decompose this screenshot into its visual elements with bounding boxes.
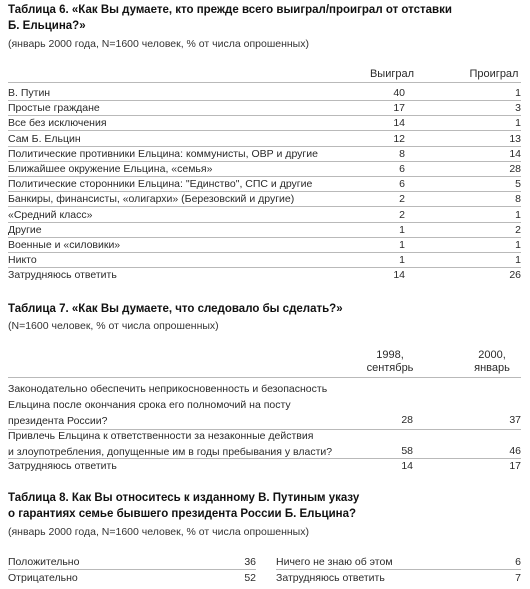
table7-row2-2000: 46 (509, 445, 521, 457)
table6-row-won-value: 6 (399, 163, 405, 175)
table8-left-divider (8, 569, 256, 570)
table8-right-row1-value: 6 (515, 556, 521, 568)
table7-subtitle: (N=1600 человек, % от числа опрошенных) (8, 320, 219, 332)
table6-row-won-value: 1 (399, 239, 405, 251)
table6-title-line2: Б. Ельцина?» (8, 20, 86, 32)
table6-row-lost-value: 1 (515, 239, 521, 251)
table6-row-won-value: 14 (393, 117, 405, 129)
table6-row-label: «Средний класс» (8, 209, 93, 221)
table6-row-lost-value: 28 (509, 163, 521, 175)
table6-row-lost-value: 26 (509, 269, 521, 281)
table6-row (8, 101, 521, 116)
table6-row (8, 86, 521, 101)
table6-col-won: Выиграл (369, 68, 415, 80)
table6-row-lost-value: 2 (515, 224, 521, 236)
table6-row (8, 116, 521, 131)
table6-row (8, 192, 521, 207)
table8-left-row2-value: 52 (244, 572, 256, 584)
table7-title: Таблица 7. «Как Вы думаете, что следовало бы сделать?» (8, 303, 343, 315)
table6-row (8, 223, 521, 238)
table6-row-label: Затрудняюсь ответить (8, 269, 117, 281)
table6-row-label: Сам Б. Ельцин (8, 133, 81, 145)
table6-row (8, 268, 521, 283)
table6-row-won-value: 17 (393, 102, 405, 114)
table6-row-lost-value: 1 (515, 254, 521, 266)
table8-right-row1-label: Ничего не знаю об этом (276, 556, 393, 568)
table6-row-label: Все без исключения (8, 117, 107, 129)
table6-row-label: Никто (8, 254, 37, 266)
table8-right-divider (276, 569, 521, 570)
table6-row-won-value: 2 (399, 193, 405, 205)
table6-row-label: Военные и «силовики» (8, 239, 121, 251)
table6-row (8, 132, 521, 147)
table6-row-label: Другие (8, 224, 42, 236)
table7-row2-line1: Привлечь Ельцина к ответственности за незаконные действия (8, 430, 314, 442)
table8-left-row1-value: 36 (244, 556, 256, 568)
table7-row2-1998: 58 (401, 445, 413, 457)
table6-row (8, 147, 521, 162)
table6-row-won-value: 1 (399, 224, 405, 236)
table6-row-lost-value: 1 (515, 117, 521, 129)
table7-row1-line3: президента России? (8, 415, 108, 427)
table6-row-label: В. Путин (8, 87, 51, 99)
table6-row-label: Ближайшее окружение Ельцина, «семья» (8, 163, 213, 175)
table8-right-row2-label: Затрудняюсь ответить (276, 572, 385, 584)
table7-col1-line1: 1998, (376, 349, 404, 361)
table6-row-won-value: 8 (399, 148, 405, 160)
table7-col1-line2: сентябрь (366, 362, 414, 374)
table6-title-line1: Таблица 6. «Как Вы думаете, кто прежде всего выиграл/проиграл от отставки (8, 4, 452, 16)
table6-row (8, 238, 521, 253)
table7-col2-line1: 2000, (478, 349, 506, 361)
table7-row3-1998: 14 (401, 460, 413, 472)
table6-row-lost-value: 8 (515, 193, 521, 205)
table8-subtitle: (январь 2000 года, N=1600 человек, % от числа опрошенных) (8, 526, 309, 538)
table6-row-label: Простые граждане (8, 102, 100, 114)
table6-row-won-value: 40 (393, 87, 405, 99)
table6-row-won-value: 12 (393, 133, 405, 145)
table7-row1-line1: Законодательно обеспечить неприкосновенность и безопасность (8, 383, 328, 395)
table8-left-row2-label: Отрицательно (8, 572, 78, 584)
table6-row-lost-value: 13 (509, 133, 521, 145)
table7-row3-label: Затрудняюсь ответить (8, 460, 117, 472)
table6-header-rule (8, 82, 521, 83)
table6-row-divider (8, 206, 521, 207)
table7-col2-line2: январь (474, 362, 510, 374)
table7-row1-2000: 37 (509, 414, 521, 426)
table7-row2-line2: и злоупотребления, допущенные им в годы пребывания у власти? (8, 446, 333, 458)
table6-row-label: Политические сторонники Ельцина: "Единство", СПС и другие (8, 178, 313, 190)
table8-left-row1-label: Положительно (8, 556, 80, 568)
table6-row-lost-value: 1 (515, 209, 521, 221)
table6-row-lost-value: 1 (515, 87, 521, 99)
table7-row1-line2: Ельцина после окончания срока его полномочий на посту (8, 399, 291, 411)
table8-title-line1: Таблица 8. Как Вы относитесь к изданному В. Путиным указу (8, 492, 360, 504)
table7-row3-2000: 17 (509, 460, 521, 472)
table6-row-label: Банкиры, финансисты, «олигархи» (Березовский и другие) (8, 193, 295, 205)
table6-row-won-value: 2 (399, 209, 405, 221)
table6-row (8, 162, 521, 177)
table6-row-lost-value: 14 (509, 148, 521, 160)
table6-row-label: Политические противники Ельцина: коммунисты, ОВР и другие (8, 148, 318, 160)
table6-row (8, 253, 521, 268)
table6-row (8, 208, 521, 223)
table6-row-won-value: 14 (393, 269, 405, 281)
table8-title-line2: о гарантиях семье бывшего президента России Б. Ельцина? (8, 508, 357, 520)
table6-row-won-value: 6 (399, 178, 405, 190)
table6-row-lost-value: 5 (515, 178, 521, 190)
table8-right-row2-value: 7 (515, 572, 521, 584)
table6-col-lost: Проиграл (469, 68, 519, 80)
table6-row-divider (8, 130, 521, 131)
table6-row-lost-value: 3 (515, 102, 521, 114)
table6-row-won-value: 1 (399, 254, 405, 266)
table7-header-rule (8, 377, 521, 378)
table7-row1-1998: 28 (401, 414, 413, 426)
table6-subtitle: (январь 2000 года, N=1600 человек, % от числа опрошенных) (8, 38, 309, 50)
table6-row (8, 177, 521, 192)
